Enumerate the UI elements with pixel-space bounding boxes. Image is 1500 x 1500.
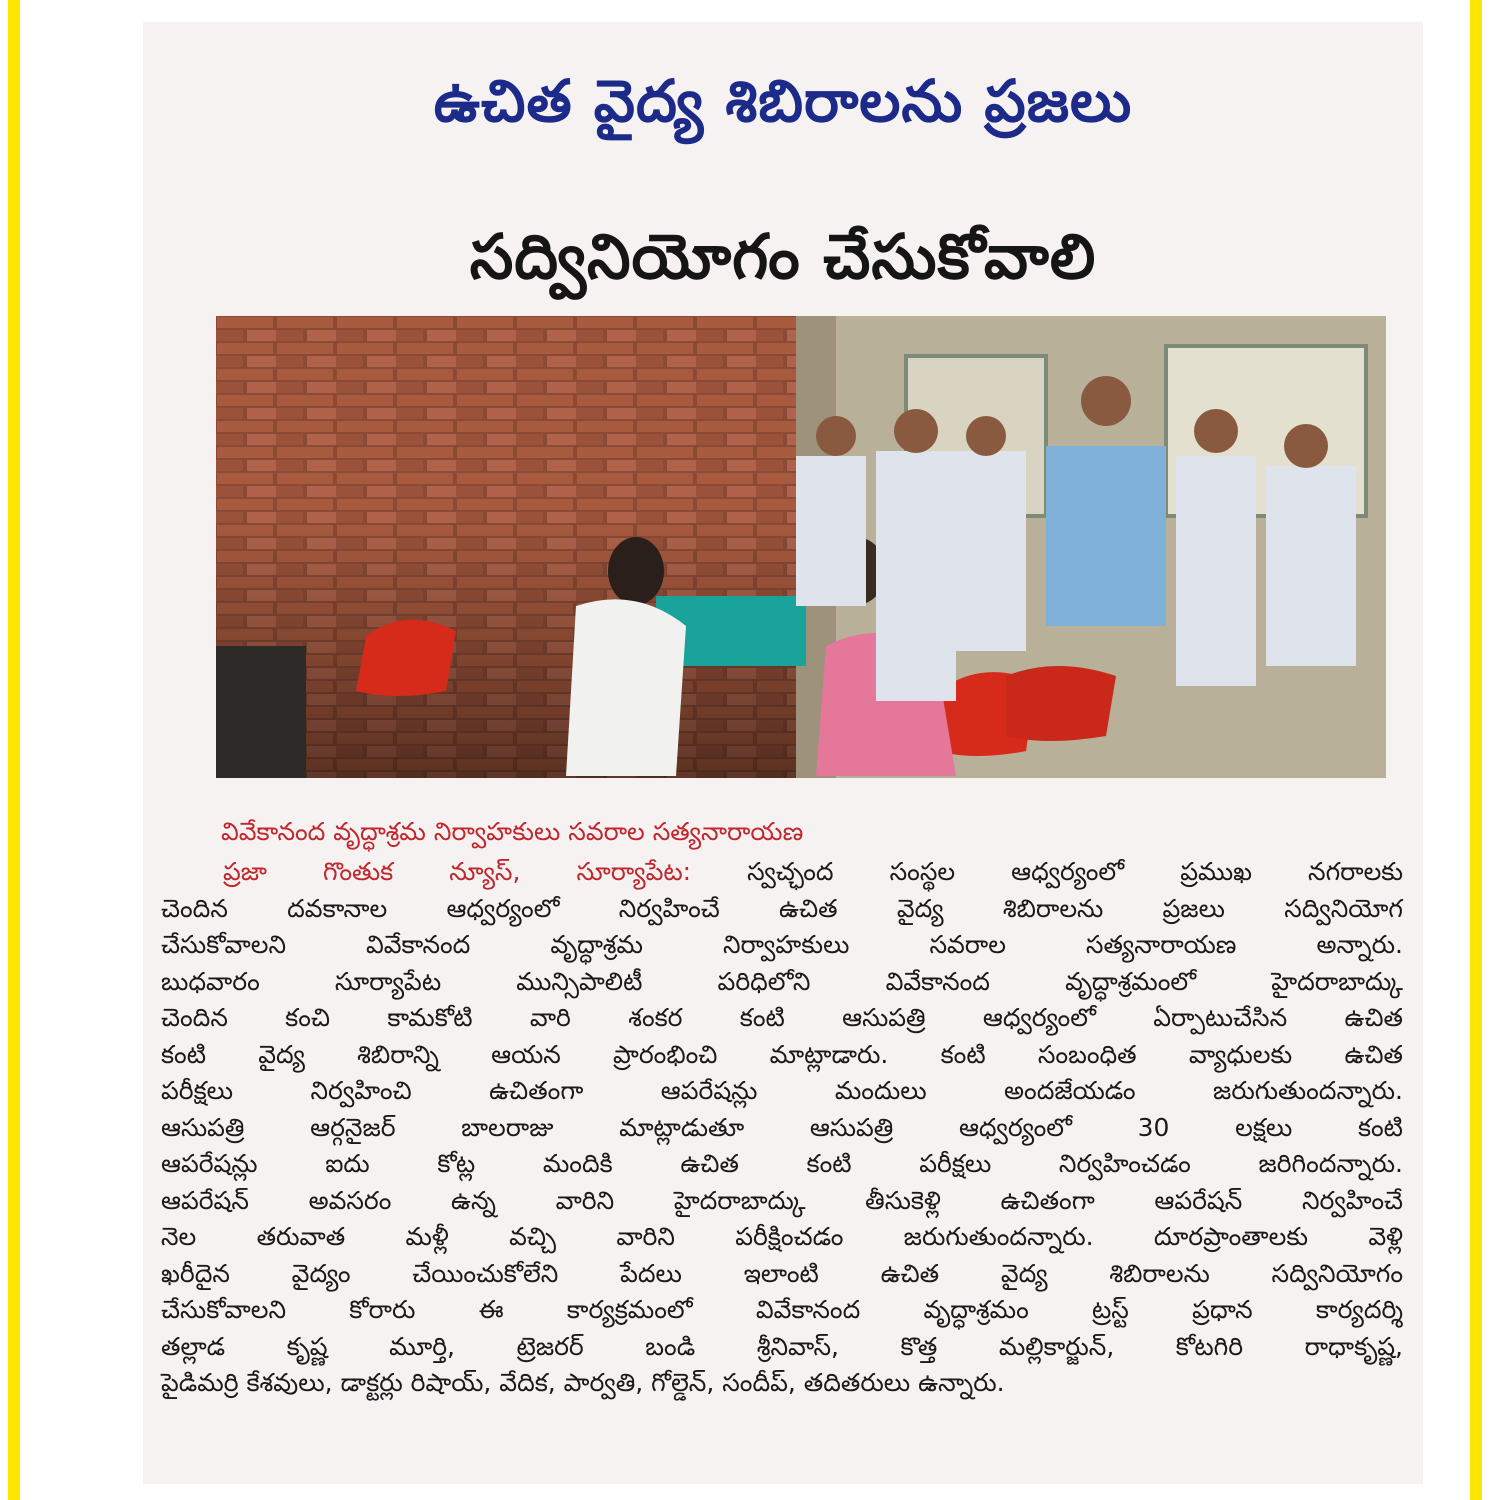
body-line: నెల తరువాత మళ్లీ వచ్చి వారిని పరీక్షించడం జరుగుతుందన్నారు. దూరప్రాంతాలకు వెళ్లి [161, 1222, 1403, 1251]
eye-camp-photo [216, 316, 1386, 778]
body-line: చేసుకోవాలని వివేకానంద వృద్ధాశ్రమ నిర్వాహకులు సవరాల సత్యనారాయణ అన్నారు. [161, 930, 1403, 959]
body-line: చెందిన దవకానాల ఆధ్వర్యంలో నిర్వహించే ఉచిత వైద్య శిబిరాలను ప్రజలు సద్వినియోగ [161, 893, 1403, 923]
body-line: తల్లాడ కృష్ణ మూర్తి, ట్రెజరర్ బండి శ్రీనివాస్, కొత్త మల్లికార్జున్, కోటగిరి రాధాకృష్ణ, [161, 1331, 1403, 1361]
body-line: పరీక్షలు నిర్వహించి ఉచితంగా ఆపరేషన్లు మందులు అందజేయడం జరుగుతుందన్నారు. [161, 1076, 1403, 1105]
body-line: చెందిన కంచి కామకోటి వారి శంకర కంటి ఆసుపత్రి ఆధ్వర్యంలో ఏర్పాటుచేసిన ఉచిత [161, 1003, 1403, 1032]
body-line: కంటి వైద్య శిబిరాన్ని ఆయన ప్రారంభించి మాట్లాడారు. కంటి సంబంధిత వ్యాధులకు ఉచిత [161, 1039, 1403, 1069]
body-line: ఆసుపత్రి ఆర్గనైజర్ బాలరాజు మాట్లాడుతూ ఆసుపత్రి ఆధ్వర్యంలో 30 లక్షలు కంటి [161, 1112, 1403, 1142]
left-yellow-border [8, 0, 20, 1500]
body-line: ఖరీదైన వైద్యం చేయించుకోలేని పేదలు ఇలాంటి ఉచిత వైద్య శిబిరాలను సద్వినియోగం [161, 1258, 1403, 1288]
dateline: ప్రజా గొంతుక న్యూస్, సూర్యాపేట: [223, 857, 692, 886]
body-line: బుధవారం సూర్యాపేట మున్సిపాలిటీ పరిధిలోని వివేకానంద వృద్ధాశ్రమంలో హైదరాబాద్కు [161, 966, 1403, 996]
body-line: ప్రజా గొంతుక న్యూస్, సూర్యాపేట: స్వచ్ఛంద సంస్థల ఆధ్వర్యంలో ప్రముఖ నగరాలకు [223, 857, 1403, 886]
headline-line-2: సద్వినియోగం చేసుకోవాలి [469, 220, 1097, 293]
newspaper-clipping [143, 22, 1423, 1484]
body-line: ఆపరేషన్లు ఐదు కోట్ల మందికి ఉచిత కంటి పరీక్షలు నిర్వహించడం జరిగిందన్నారు. [161, 1149, 1403, 1178]
article-body [161, 854, 1403, 1402]
photo-caption: వివేకానంద వృద్ధాశ్రమ నిర్వాహకులు సవరాల సత్యనారాయణ [221, 817, 804, 846]
right-yellow-border [1470, 0, 1482, 1500]
body-line: ఆపరేషన్ అవసరం ఉన్న వారిని హైదరాబాద్కు తీసుకెళ్లి ఉచితంగా ఆపరేషన్ నిర్వహించే [161, 1185, 1403, 1215]
headline-line-1: ఉచిత వైద్య శిబిరాలను ప్రజలు [433, 67, 1133, 135]
body-line: పైడిమర్రి కేశవులు, డాక్టర్లు రిషాయ్, వేదిక, పార్వతి, గోల్డెన్, సందీప్, తదితరులు ఉన్నారు. [161, 1368, 1005, 1397]
body-line: చేసుకోవాలని కోరారు ఈ కార్యక్రమంలో వివేకానంద వృద్ధాశ్రమం ట్రస్ట్ ప్రధాన కార్యదర్శి [161, 1295, 1403, 1324]
